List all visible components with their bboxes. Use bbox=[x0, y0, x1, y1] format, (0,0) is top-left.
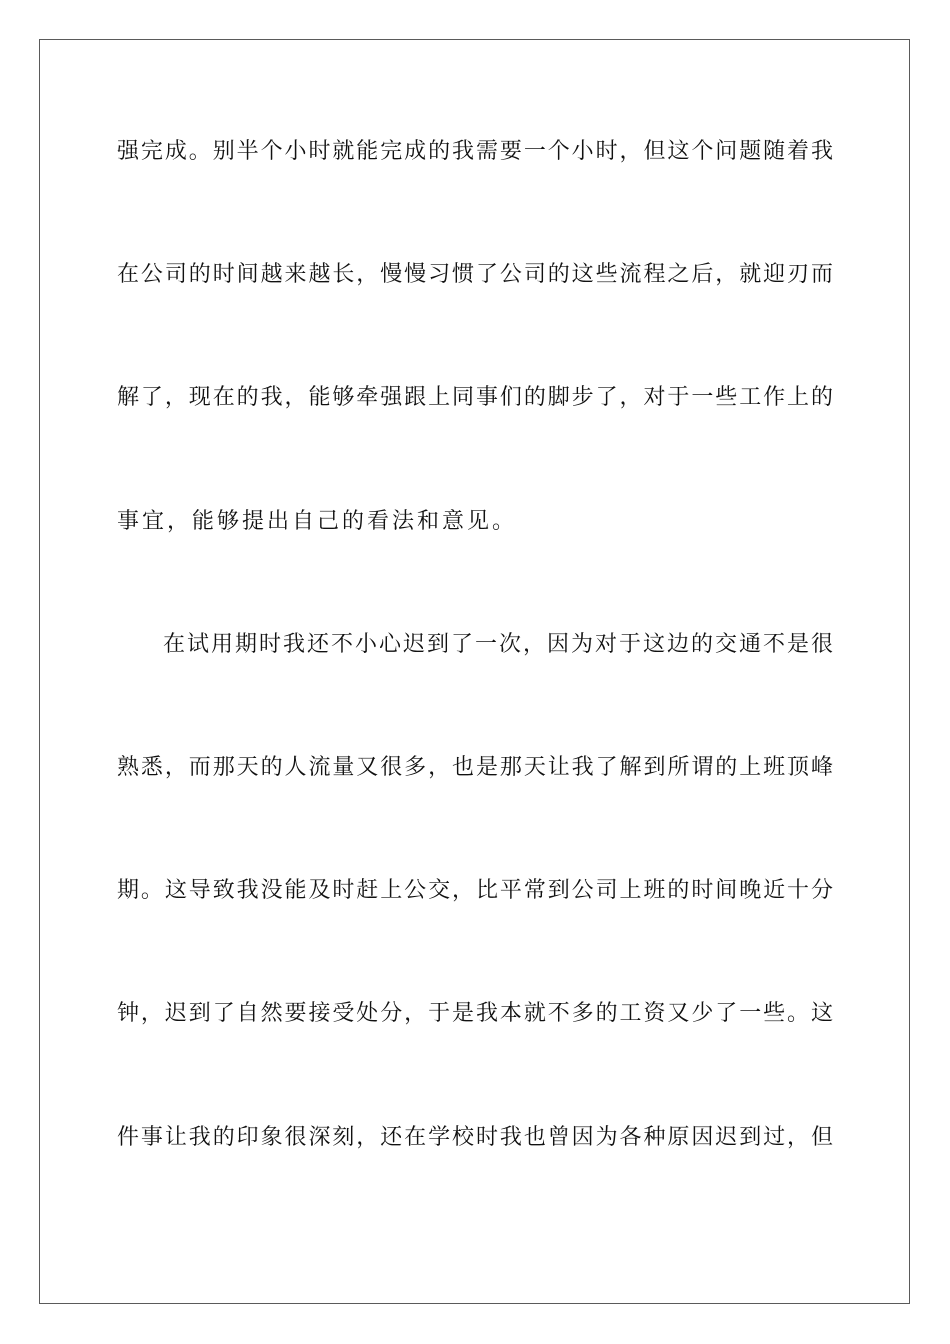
page-frame bbox=[39, 39, 910, 1304]
text-line-5: 在试用期时我还不小心迟到了一次，因为对于这边的交通不是很 bbox=[163, 632, 833, 657]
text-line-2: 在公司的时间越来越长，慢慢习惯了公司的这些流程之后，就迎刃而 bbox=[117, 262, 833, 287]
text-line-8: 钟，迟到了自然要接受处分，于是我本就不多的工资又少了一些。这 bbox=[117, 1001, 833, 1026]
text-line-1: 强完成。别半个小时就能完成的我需要一个小时，但这个问题随着我 bbox=[117, 139, 833, 164]
text-line-7: 期。这导致我没能及时赶上公交，比平常到公司上班的时间晚近十分 bbox=[117, 878, 833, 903]
text-line-4: 事宜，能够提出自己的看法和意见。 bbox=[117, 509, 518, 534]
text-line-3: 解了，现在的我，能够牵强跟上同事们的脚步了，对于一些工作上的 bbox=[117, 385, 833, 410]
text-line-9: 件事让我的印象很深刻，还在学校时我也曾因为各种原因迟到过，但 bbox=[117, 1125, 833, 1150]
text-line-6: 熟悉，而那天的人流量又很多，也是那天让我了解到所谓的上班顶峰 bbox=[117, 755, 833, 780]
